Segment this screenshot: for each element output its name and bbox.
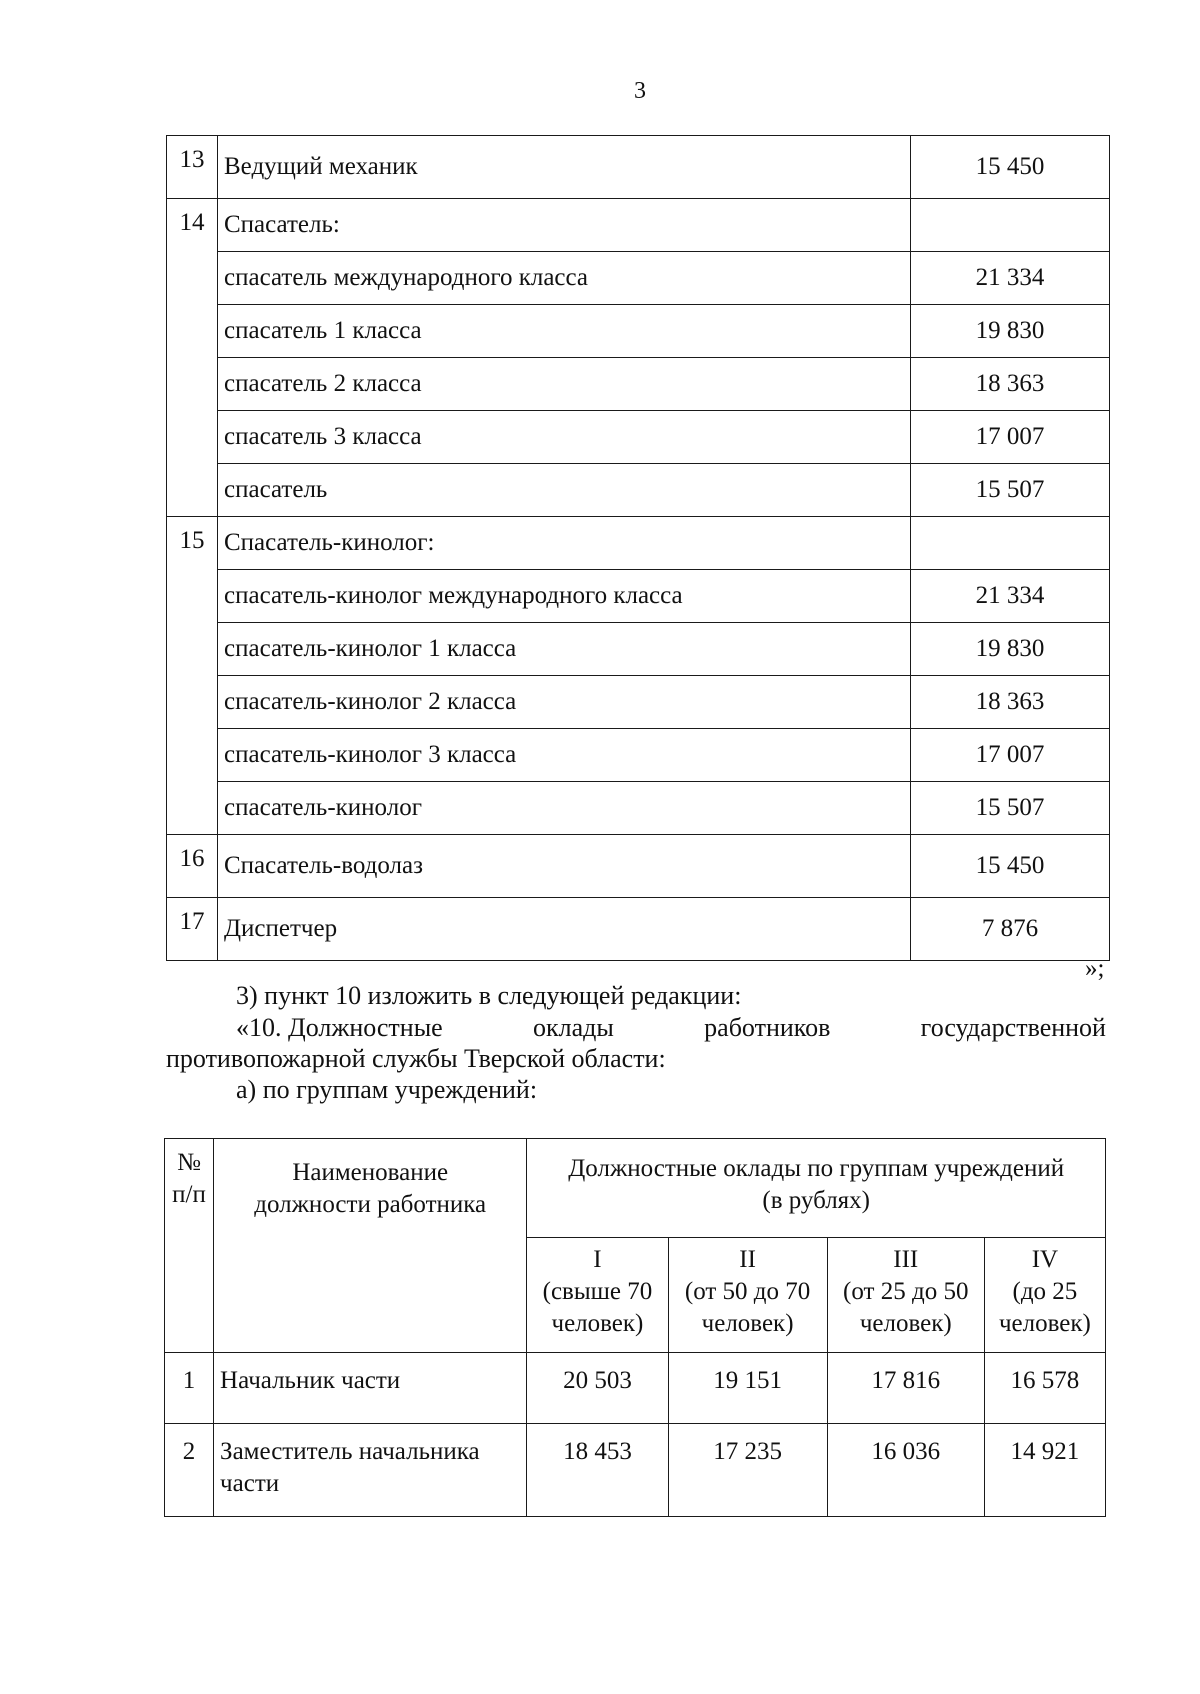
word: работников <box>704 1013 831 1042</box>
row-salary: 7 876 <box>911 898 1110 961</box>
rescuer-salary-table <box>166 135 1110 961</box>
row-salary: 19 830 <box>911 305 1110 358</box>
row-group-title: Спасатель-кинолог: <box>218 517 911 570</box>
row-value: 17 816 <box>827 1353 984 1424</box>
word: государственной <box>920 1013 1106 1042</box>
row-position-name: Спасатель-водолаз <box>218 835 911 898</box>
row-value: 16 036 <box>827 1424 984 1517</box>
header-group-4: IV (до 25 человек) <box>984 1238 1105 1353</box>
table-row <box>167 358 1110 411</box>
row-position-name: спасатель 2 класса <box>218 358 911 411</box>
row-position-name: спасатель-кинолог 1 класса <box>218 623 911 676</box>
table-row <box>167 411 1110 464</box>
quote-end: »; <box>1085 955 1105 982</box>
row-value: 14 921 <box>984 1424 1105 1517</box>
row-value: 16 578 <box>984 1353 1105 1424</box>
header-num: № п/п <box>165 1139 214 1353</box>
table-row <box>167 729 1110 782</box>
row-position-name: спасатель 3 класса <box>218 411 911 464</box>
word: оклады <box>533 1013 614 1042</box>
row-salary: 15 507 <box>911 464 1110 517</box>
row-salary <box>911 517 1110 570</box>
fire-service-salary-table <box>164 1138 1106 1517</box>
row-position-name: спасатель-кинолог <box>218 782 911 835</box>
row-salary: 19 830 <box>911 623 1110 676</box>
paragraph-amendment: 3) пункт 10 изложить в следующей редакции: <box>236 981 742 1010</box>
row-num: 14 <box>167 199 218 517</box>
header-group-1: I (свыше 70 человек) <box>527 1238 668 1353</box>
table-row <box>167 464 1110 517</box>
row-position-name: Начальник части <box>214 1353 527 1424</box>
table-row <box>167 136 1110 199</box>
row-value: 17 235 <box>668 1424 827 1517</box>
row-value: 18 453 <box>527 1424 668 1517</box>
row-salary: 21 334 <box>911 570 1110 623</box>
table-row <box>167 252 1110 305</box>
table-header-row <box>165 1139 1106 1238</box>
row-salary: 17 007 <box>911 411 1110 464</box>
row-position-name: спасатель международного класса <box>218 252 911 305</box>
paragraph-point-10-continuation: противопожарной службы Тверской области: <box>166 1044 666 1073</box>
row-position-name: Ведущий механик <box>218 136 911 199</box>
row-salary: 18 363 <box>911 676 1110 729</box>
table-row <box>167 199 1110 252</box>
table-row <box>167 835 1110 898</box>
row-value: 19 151 <box>668 1353 827 1424</box>
row-num: 1 <box>165 1353 214 1424</box>
header-group-2: II (от 50 до 70 человек) <box>668 1238 827 1353</box>
header-group-3: III (от 25 до 50 человек) <box>827 1238 984 1353</box>
row-position-name: спасатель <box>218 464 911 517</box>
header-position-name: Наименование должности работника <box>214 1139 527 1353</box>
row-position-name: Диспетчер <box>218 898 911 961</box>
row-group-title: Спасатель: <box>218 199 911 252</box>
row-position-name: спасатель-кинолог международного класса <box>218 570 911 623</box>
table-row <box>167 676 1110 729</box>
table-row <box>167 898 1110 961</box>
row-salary: 18 363 <box>911 358 1110 411</box>
row-num: 17 <box>167 898 218 961</box>
page-number: 3 <box>634 78 646 104</box>
row-salary: 21 334 <box>911 252 1110 305</box>
row-salary: 17 007 <box>911 729 1110 782</box>
table-row <box>165 1353 1106 1424</box>
row-position-name: спасатель-кинолог 3 класса <box>218 729 911 782</box>
row-num: 15 <box>167 517 218 835</box>
row-position-name: спасатель 1 класса <box>218 305 911 358</box>
table-row <box>167 782 1110 835</box>
row-salary: 15 450 <box>911 835 1110 898</box>
table-row <box>167 517 1110 570</box>
row-salary <box>911 199 1110 252</box>
row-num: 16 <box>167 835 218 898</box>
row-position-name: Заместитель начальника части <box>214 1424 527 1517</box>
paragraph-by-groups: а) по группам учреждений: <box>236 1075 538 1104</box>
row-num: 13 <box>167 136 218 199</box>
paragraph-point-10-first-line <box>166 1012 1106 1043</box>
row-salary: 15 450 <box>911 136 1110 199</box>
row-value: 20 503 <box>527 1353 668 1424</box>
word: «10. Должностные <box>236 1013 443 1042</box>
table-row <box>167 570 1110 623</box>
header-groups-title: Должностные оклады по группам учреждений (в рублях) <box>527 1139 1106 1238</box>
table-row <box>167 305 1110 358</box>
paragraph-point-10 <box>166 1012 1106 1074</box>
table-row <box>167 623 1110 676</box>
row-position-name: спасатель-кинолог 2 класса <box>218 676 911 729</box>
row-salary: 15 507 <box>911 782 1110 835</box>
table-row <box>165 1424 1106 1517</box>
row-num: 2 <box>165 1424 214 1517</box>
